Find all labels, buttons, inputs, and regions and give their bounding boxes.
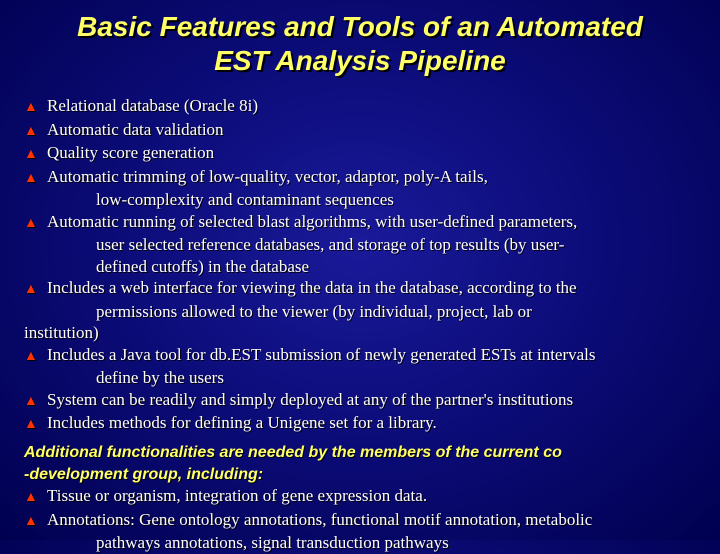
- feature-text: System can be readily and simply deployed at any of the partner's institutions: [47, 389, 574, 409]
- feature-text: Relational database (Oracle 8i): [47, 96, 258, 115]
- feature-item: [24, 211, 714, 278]
- feature-text: Quality score generation: [47, 143, 215, 162]
- feature-item: [24, 95, 714, 119]
- feature-item: [24, 166, 714, 211]
- additional-text: Annotations: Gene ontology annotations, functional motif annotation, metabolic: [47, 509, 593, 529]
- feature-item: [24, 389, 714, 413]
- triangle-bullet-icon: ▲: [24, 348, 38, 364]
- triangle-bullet-icon: ▲: [24, 393, 38, 409]
- feature-text: Includes a web interface for viewing the data in the database, according to the: [47, 278, 577, 297]
- feature-item: [24, 277, 714, 344]
- feature-list: [24, 95, 714, 436]
- title-line-1: Basic Features and Tools of an Automated: [77, 11, 643, 42]
- feature-text: Automatic trimming of low-quality, vector, adaptor, poly-A tails,: [47, 166, 488, 186]
- feature-item: [24, 344, 714, 389]
- triangle-bullet-icon: ▲: [24, 147, 38, 162]
- additional-text-continued: pathways annotations, signal transduction pathways: [96, 533, 449, 552]
- feature-text: Automatic data validation: [47, 119, 224, 139]
- triangle-bullet-icon: ▲: [24, 100, 38, 115]
- feature-text-continued: define by the users: [96, 368, 224, 387]
- feature-item: [24, 119, 714, 143]
- heading-line-1: Additional functionalities are needed by the members of the current co: [24, 444, 562, 461]
- triangle-bullet-icon: ▲: [24, 417, 38, 432]
- triangle-bullet-icon: ▲: [24, 215, 38, 231]
- triangle-bullet-icon: ▲: [24, 170, 38, 186]
- feature-text-continued: permissions allowed to the viewer (by individual, project, lab or: [96, 301, 532, 321]
- additional-text: Tissue or organism, integration of gene expression data.: [47, 486, 428, 505]
- slide-title: [0, 10, 720, 78]
- triangle-bullet-icon: ▲: [24, 282, 38, 297]
- heading-line-2: -development group, including:: [24, 465, 264, 483]
- triangle-bullet-icon: ▲: [24, 123, 38, 139]
- feature-text: Includes a Java tool for db.EST submission of newly generated ESTs at intervals: [47, 344, 596, 364]
- additional-section: [24, 442, 714, 554]
- additional-item: [24, 509, 714, 554]
- feature-text-continued: user selected reference databases, and storage of top results (by user-: [96, 235, 565, 254]
- feature-item: [24, 412, 714, 436]
- feature-text-continued: defined cutoffs) in the database: [96, 256, 310, 276]
- feature-text-continued: low-complexity and contaminant sequences: [96, 190, 394, 209]
- feature-text: Includes methods for defining a Unigene set for a library.: [47, 413, 437, 432]
- feature-text: Automatic running of selected blast algorithms, with user-defined parameters,: [47, 211, 578, 231]
- triangle-bullet-icon: ▲: [24, 513, 38, 529]
- title-line-2: EST Analysis Pipeline: [214, 45, 506, 76]
- additional-item: [24, 485, 714, 509]
- additional-heading: [24, 442, 714, 485]
- feature-text-continued: institution): [24, 323, 99, 342]
- triangle-bullet-icon: ▲: [24, 490, 38, 505]
- feature-item: [24, 142, 714, 166]
